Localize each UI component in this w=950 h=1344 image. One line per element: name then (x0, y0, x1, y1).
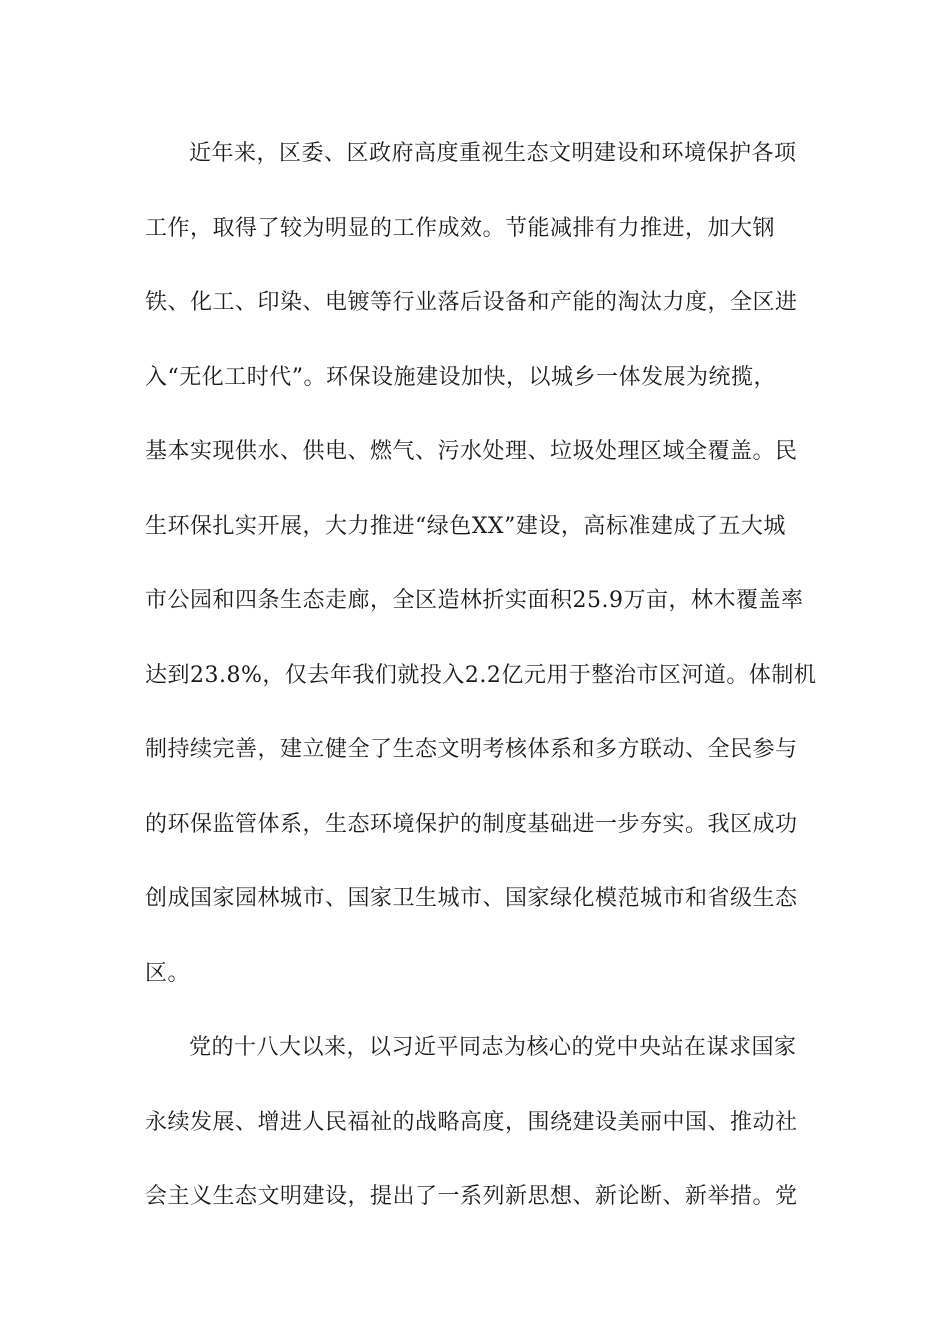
paragraph-1-line-11: 创成国家园林城市、国家卫生城市、国家绿化模范城市和省级生态 (145, 886, 798, 911)
paragraph-1-line-1: 近年来，区委、区政府高度重视生态文明建设和环境保护各项 (189, 141, 797, 166)
paragraph-1-line-8: 达到23.8%，仅去年我们就投入2.2亿元用于整治市区河道。体制机 (145, 662, 817, 688)
paragraph-2-line-3: 会主义生态文明建设，提出了一系列新思想、新论断、新举措。党 (145, 1184, 798, 1209)
paragraph-2-line-2: 永续发展、增进人民福祉的战略高度，围绕建设美丽中国、推动社 (145, 1109, 798, 1135)
paragraph-1-line-10: 的环保监管体系，生态环境保护的制度基础进一步夯实。我区成功 (145, 811, 798, 837)
paragraph-1-line-9: 制持续完善，建立健全了生态文明考核体系和多方联动、全民参与 (145, 737, 798, 762)
paragraph-1-line-4: 入“无化工时代”。环保设施建设加快，以城乡一体发展为统揽， (145, 364, 776, 390)
paragraph-1-line-6: 生环保扎实开展，大力推进“绿色XX”建设，高标准建成了五大城 (145, 513, 786, 539)
paragraph-1-line-12: 区。 (145, 960, 191, 986)
paragraph-1-line-2: 工作，取得了较为明显的工作成效。节能减排有力推进，加大钢 (145, 215, 776, 241)
document-body (145, 127, 815, 1245)
paragraph-1-line-3: 铁、化工、印染、电镀等行业落后设备和产能的淘汰力度，全区进 (145, 290, 798, 315)
paragraph-1-line-5: 基本实现供水、供电、燃气、污水处理、垃圾处理区域全覆盖。民 (145, 439, 798, 464)
paragraph-2-line-1: 党的十八大以来，以习近平同志为核心的党中央站在谋求国家 (189, 1035, 797, 1060)
paragraph-1-line-7: 市公园和四条生态走廊，全区造林折实面积25.9万亩，林木覆盖率 (145, 588, 804, 613)
